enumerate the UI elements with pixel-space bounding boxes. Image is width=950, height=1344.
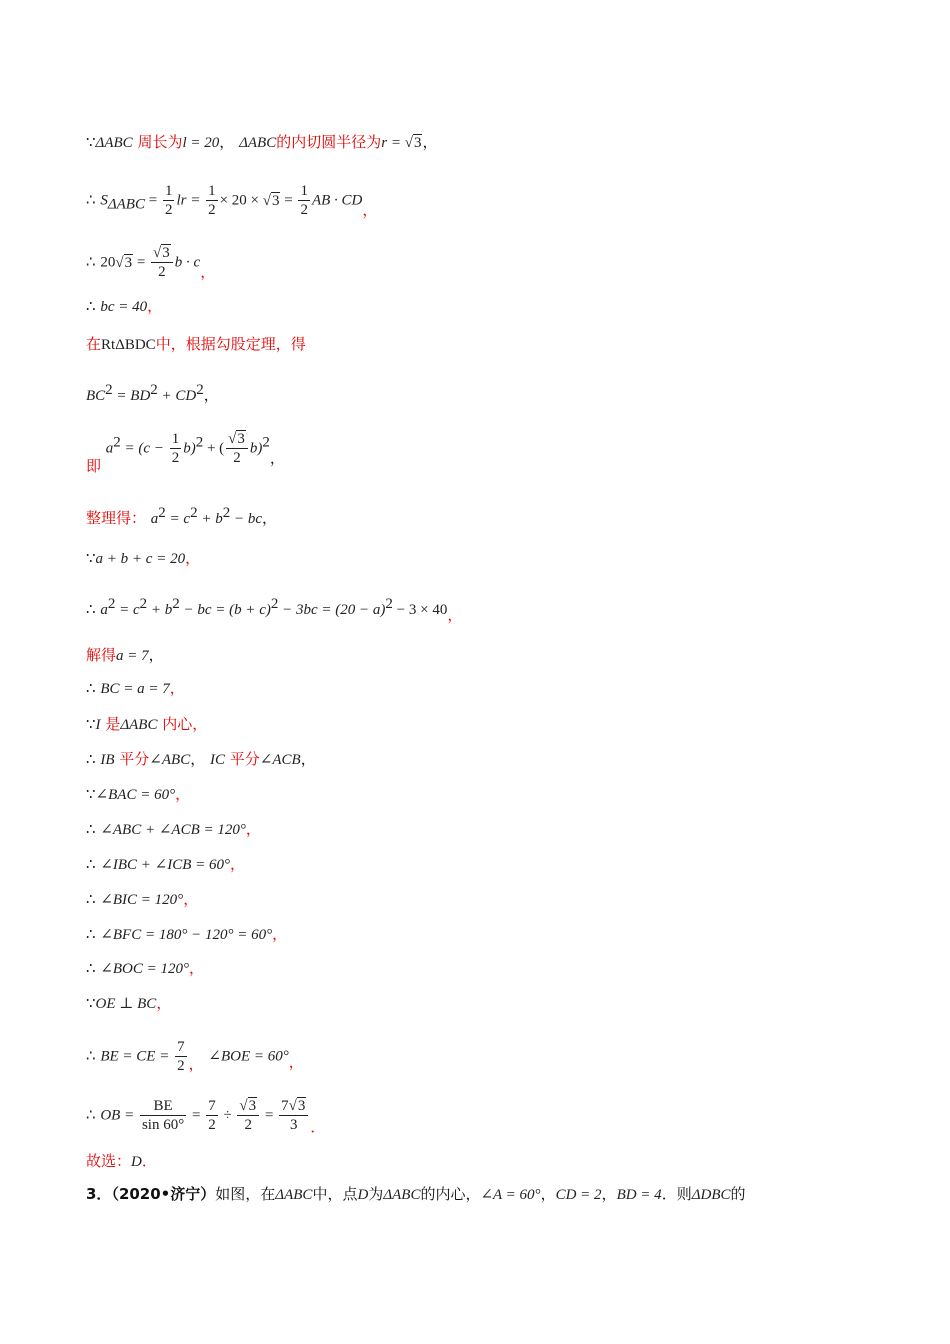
- triangle-abc: ΔABC: [383, 1187, 421, 1203]
- because-symbol: ∵: [86, 996, 96, 1012]
- expr: BC: [86, 388, 106, 404]
- denominator: 2: [244, 1117, 253, 1133]
- denominator: 3: [289, 1117, 298, 1133]
- text: 的: [730, 1185, 746, 1203]
- exponent: 2: [158, 505, 166, 521]
- therefore-symbol: ∴: [86, 299, 96, 315]
- expr: + b: [197, 511, 223, 527]
- because-symbol: ∵: [86, 135, 96, 151]
- numerator: √3: [151, 244, 173, 263]
- line-pythagoras-intro: [86, 334, 306, 355]
- because-symbol: ∵: [86, 717, 96, 733]
- denominator: sin 60°: [141, 1117, 185, 1133]
- question-3: [86, 1184, 746, 1205]
- line-angle-bfc: [86, 924, 287, 945]
- denominator: 2: [233, 450, 241, 466]
- numerator: BE: [140, 1097, 186, 1116]
- numerator: 1: [164, 183, 173, 199]
- area-subscript: ΔABC: [107, 196, 145, 213]
- numerator: 1: [300, 183, 308, 199]
- expr: ∠IBC + ∠ICB = 60°: [100, 857, 231, 873]
- text: ．则: [661, 1185, 692, 1203]
- expr: − bc: [230, 511, 262, 527]
- sqrt-arg: 3: [237, 431, 245, 447]
- text: 的内心，: [420, 1185, 481, 1203]
- text-inradius: 的内切圆半径为: [276, 133, 382, 151]
- comma: ，: [219, 133, 235, 151]
- text: 如图，在: [215, 1185, 276, 1203]
- numerator: 7: [177, 1039, 185, 1055]
- exponent: 2: [190, 505, 198, 521]
- comma: ，: [188, 1054, 204, 1073]
- denominator: 2: [208, 1117, 216, 1133]
- text: 中，根据勾股定理，得: [155, 335, 306, 353]
- expr: = c: [165, 511, 191, 527]
- expr: ∠BOE = 60°: [208, 1048, 289, 1065]
- line-incenter: [86, 714, 207, 735]
- text-choose: 故选：: [86, 1152, 132, 1170]
- sqrt-arg: 3: [162, 245, 170, 261]
- sqrt: √3: [115, 254, 133, 271]
- text: 在: [86, 335, 102, 353]
- line-bisectors: [86, 749, 316, 770]
- therefore-symbol: ∴: [86, 681, 96, 697]
- denominator: 2: [164, 202, 173, 218]
- expr: I: [95, 717, 101, 733]
- therefore-symbol: ∴: [86, 857, 96, 873]
- triangle-dbc: ΔDBC: [691, 1187, 731, 1203]
- triangle-abc: ΔABC: [120, 717, 158, 733]
- expr: = c: [115, 602, 140, 618]
- expr: CD = 2: [555, 1187, 602, 1203]
- triangle-rt-bdc: RtΔBDC: [101, 337, 156, 353]
- period: ．: [141, 1152, 157, 1170]
- expr: 20: [100, 254, 116, 271]
- expr: bc = 40: [100, 299, 148, 315]
- line-ob: [86, 1097, 325, 1134]
- comma: ，: [147, 297, 163, 315]
- expr: BD = 4: [616, 1187, 662, 1203]
- line-simplify: [86, 503, 277, 529]
- therefore-symbol: ∴: [86, 892, 96, 908]
- exponent: 2: [385, 596, 393, 612]
- expr: a: [105, 440, 114, 457]
- comma: ，: [203, 386, 219, 404]
- equals: =: [133, 254, 150, 271]
- line-solve: [86, 645, 164, 666]
- comma: ，: [288, 1052, 304, 1071]
- expr: − bc = (b + c): [179, 602, 271, 618]
- exponent: 2: [113, 434, 121, 451]
- text: 内心，: [162, 715, 208, 733]
- expr: × 20 ×: [219, 192, 263, 209]
- question-source: （2020•济宁）: [111, 1185, 216, 1203]
- line-angle-bic: [86, 889, 198, 910]
- text: 是: [105, 715, 121, 733]
- comma: ，: [169, 679, 185, 697]
- expr: b · c: [174, 254, 201, 271]
- sqrt: √3: [262, 192, 280, 209]
- sqrt-arg: 3: [413, 135, 422, 151]
- comma: ，: [175, 785, 191, 803]
- answer: D: [131, 1154, 142, 1170]
- comma: ，: [185, 549, 201, 567]
- equals: =: [280, 192, 297, 209]
- line-be-ce: [86, 1038, 304, 1075]
- text-perimeter: 周长为: [137, 133, 183, 151]
- expr: + CD: [157, 388, 197, 404]
- line-substitute: [86, 430, 285, 475]
- line-angle-sum: [86, 819, 261, 840]
- therefore-symbol: ∴: [86, 602, 96, 618]
- numerator: 1: [171, 431, 180, 447]
- expr: a + b + c = 20: [95, 551, 186, 567]
- fraction: [298, 182, 310, 219]
- line-20root3: [86, 244, 215, 281]
- comma: ，: [245, 820, 261, 838]
- because-symbol: ∵: [86, 551, 96, 567]
- expr: OE ⊥ BC: [95, 996, 157, 1012]
- sqrt-arg: 3: [271, 192, 280, 209]
- equals: =: [261, 1107, 278, 1124]
- sqrt-arg: 3: [297, 1098, 306, 1114]
- comma: ，: [230, 855, 246, 873]
- sqrt: √3: [404, 135, 422, 151]
- expr: BC = a = 7: [100, 681, 170, 697]
- triangle-abc: ΔABC: [95, 135, 133, 151]
- expr: a = 7: [116, 648, 149, 664]
- comma: ，: [148, 646, 164, 664]
- exponent: 2: [262, 434, 270, 451]
- line-perpendicular: [86, 993, 171, 1014]
- expr: ∠ABC + ∠ACB = 120°: [100, 822, 246, 838]
- expr: ∠A = 60°: [480, 1187, 541, 1203]
- sqrt-arg: 3: [248, 1098, 257, 1114]
- comma: ，: [156, 994, 172, 1012]
- text: 为: [368, 1185, 384, 1203]
- comma: ，: [269, 448, 285, 467]
- question-number: 3．: [86, 1185, 112, 1203]
- line-pythagoras: [86, 380, 219, 406]
- line-angle-boc: [86, 958, 204, 979]
- comma: ，: [362, 200, 378, 219]
- line-perimeter-radius: [86, 132, 437, 153]
- therefore-symbol: ∴: [86, 752, 96, 768]
- fraction: [163, 182, 175, 219]
- line-angle-bac: [86, 784, 190, 805]
- equals: =: [188, 1107, 205, 1124]
- line-expand: [86, 594, 463, 624]
- line-bc40: [86, 296, 162, 317]
- exponent: 2: [107, 596, 116, 612]
- exponent: 2: [196, 382, 204, 398]
- expr: ∠ACB: [259, 752, 301, 768]
- text-namely: 即: [86, 456, 102, 475]
- expr: IC: [210, 752, 225, 768]
- line-sum-sides: [86, 548, 200, 569]
- therefore-symbol: ∴: [86, 1107, 96, 1124]
- numerator: √3: [237, 1097, 259, 1116]
- fraction: [175, 1038, 187, 1075]
- expr: − 3 × 40: [392, 602, 448, 618]
- comma: ，: [200, 262, 216, 281]
- radius-eq: r =: [381, 135, 405, 151]
- perimeter-eq: l = 20: [182, 135, 220, 151]
- expr: AB · CD: [311, 192, 363, 209]
- equals: =: [144, 192, 161, 209]
- expr: − 3bc = (20 − a): [278, 602, 386, 618]
- text-simplify: 整理得：: [86, 509, 147, 527]
- expr: ∠BOC = 120°: [100, 961, 190, 977]
- comma: ，: [189, 959, 205, 977]
- line-answer: [86, 1151, 157, 1172]
- denominator: 2: [171, 450, 180, 466]
- fraction: [206, 182, 218, 219]
- numerator: 7: [208, 1098, 216, 1114]
- expr: ∠BIC = 120°: [100, 892, 184, 908]
- exponent: 2: [195, 434, 204, 451]
- triangle-abc: ΔABC: [239, 135, 277, 151]
- fraction: [206, 1097, 218, 1134]
- denominator: 2: [300, 202, 308, 218]
- expr: b): [183, 440, 196, 457]
- text: 平分: [229, 750, 260, 768]
- therefore-symbol: ∴: [86, 254, 96, 271]
- therefore-symbol: ∴: [86, 1048, 96, 1065]
- fraction: [279, 1097, 308, 1134]
- expr: a: [150, 511, 159, 527]
- exponent: 2: [222, 505, 231, 521]
- text-solve: 解得: [86, 646, 117, 664]
- exponent: 2: [172, 596, 180, 612]
- comma: ，: [190, 750, 206, 768]
- denominator: 2: [208, 202, 216, 218]
- comma: ，: [447, 606, 463, 624]
- numerator: √3: [226, 430, 248, 449]
- expr: IB: [100, 752, 115, 768]
- exponent: 2: [270, 596, 279, 612]
- numerator: 7√3: [279, 1097, 308, 1116]
- fraction: [226, 430, 248, 467]
- comma: ，: [272, 925, 288, 943]
- expr: BE = CE =: [100, 1048, 174, 1065]
- expr: + b: [147, 602, 173, 618]
- therefore-symbol: ∴: [86, 192, 96, 209]
- therefore-symbol: ∴: [86, 822, 96, 838]
- exponent: 2: [105, 382, 113, 398]
- area-s: S: [100, 192, 108, 209]
- line-area: [86, 182, 377, 219]
- expr: ∠BAC = 60°: [95, 787, 176, 803]
- fraction: [140, 1097, 186, 1134]
- line-angle-half: [86, 854, 245, 875]
- expr: + (: [203, 440, 225, 457]
- expr: OB =: [100, 1107, 138, 1124]
- denominator: 2: [158, 264, 166, 280]
- expr: = BD: [112, 388, 151, 404]
- therefore-symbol: ∴: [86, 961, 96, 977]
- text: 中，点: [312, 1185, 358, 1203]
- numerator: 1: [208, 183, 216, 199]
- expr: a: [100, 602, 108, 618]
- comma: ，: [300, 750, 316, 768]
- comma: ，: [601, 1185, 617, 1203]
- point-d: D: [357, 1187, 369, 1203]
- therefore-symbol: ∴: [86, 927, 96, 943]
- period: ．: [310, 1117, 326, 1136]
- expr: ∠BFC = 180° − 120° = 60°: [100, 927, 273, 943]
- expr: ∠ABC: [149, 752, 191, 768]
- expr: = (c −: [120, 440, 168, 457]
- sqrt-arg: 3: [124, 254, 133, 271]
- comma: ，: [422, 133, 438, 151]
- expr: b): [249, 440, 263, 457]
- comma: ，: [183, 890, 199, 908]
- exponent: 2: [150, 382, 158, 398]
- expr: lr =: [176, 192, 205, 209]
- denominator: 2: [177, 1058, 185, 1074]
- triangle-abc: ΔABC: [275, 1187, 313, 1203]
- line-bc7: [86, 678, 185, 699]
- fraction: [151, 244, 173, 281]
- expr: ÷: [219, 1107, 236, 1124]
- comma: ，: [540, 1185, 556, 1203]
- coefficient: 7: [281, 1098, 289, 1114]
- text: 平分: [119, 750, 150, 768]
- fraction: [170, 430, 182, 467]
- fraction: [237, 1097, 259, 1134]
- because-symbol: ∵: [86, 787, 96, 803]
- exponent: 2: [139, 596, 148, 612]
- comma: ，: [261, 509, 277, 527]
